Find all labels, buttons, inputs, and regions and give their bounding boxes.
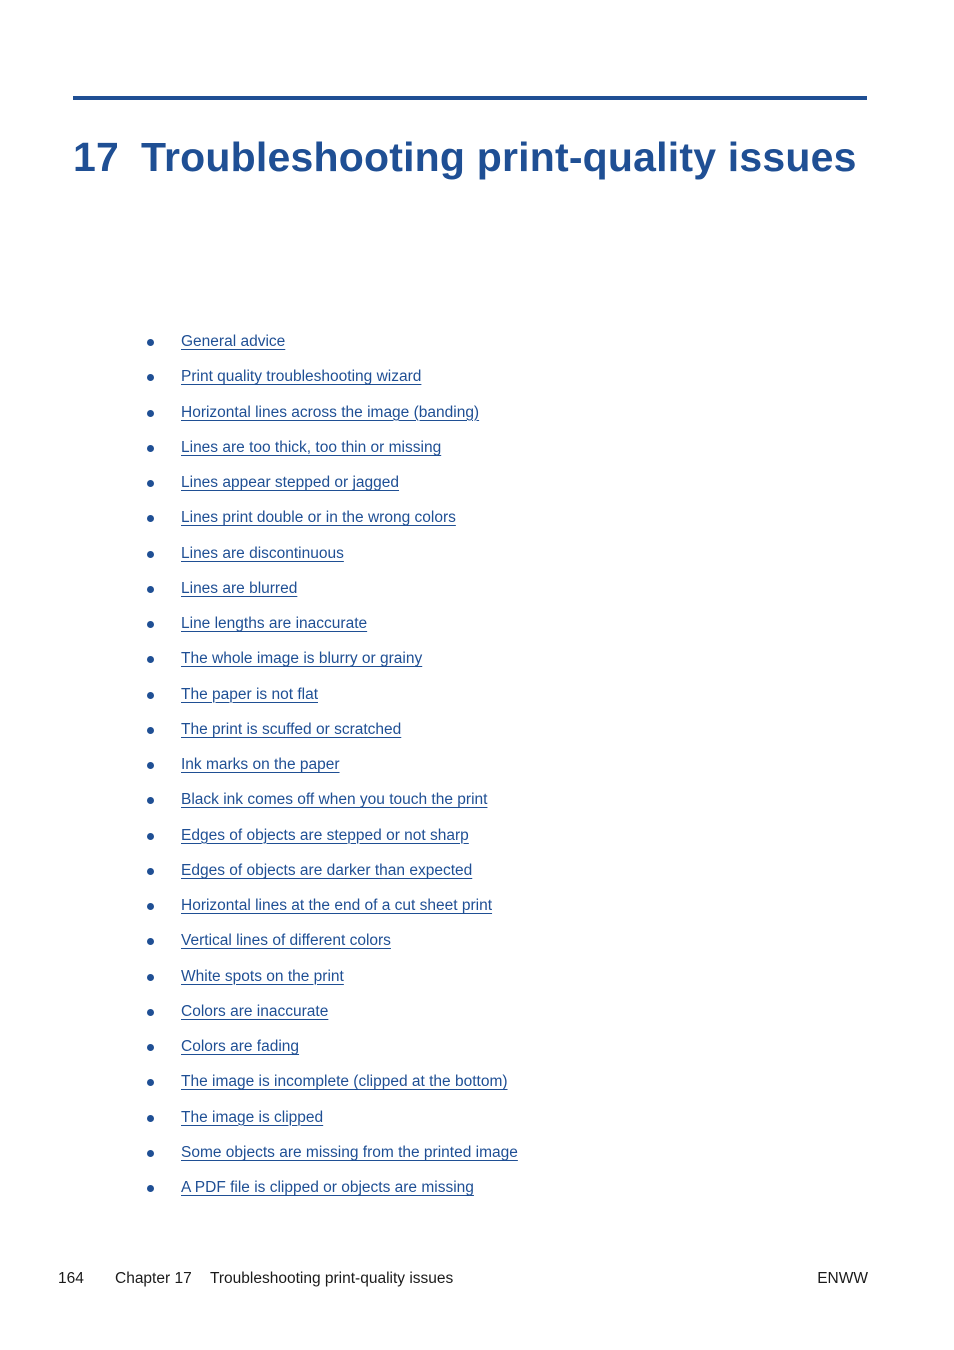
chapter-header-rule	[73, 96, 867, 100]
bullet-icon	[147, 1009, 154, 1016]
chapter-toc-list	[0, 325, 954, 1206]
toc-link[interactable]: Black ink comes off when you touch the print	[181, 791, 488, 809]
bullet-icon	[147, 1044, 154, 1051]
toc-list-item	[0, 960, 954, 995]
bullet-icon	[147, 445, 154, 452]
toc-link[interactable]: The image is incomplete (clipped at the bottom)	[181, 1073, 508, 1091]
toc-list-item	[0, 1136, 954, 1171]
toc-list-item	[0, 572, 954, 607]
toc-list-item	[0, 713, 954, 748]
toc-link[interactable]: Lines are blurred	[181, 579, 298, 597]
chapter-number: 17	[73, 134, 120, 181]
toc-link[interactable]: Vertical lines of different colors	[181, 932, 391, 950]
toc-link[interactable]: Lines are too thick, too thin or missing	[181, 438, 442, 456]
bullet-icon	[147, 1115, 154, 1122]
toc-list-item	[0, 501, 954, 536]
toc-list-item	[0, 537, 954, 572]
toc-list-item	[0, 1171, 954, 1206]
toc-list-item	[0, 678, 954, 713]
toc-list-item	[0, 819, 954, 854]
toc-link[interactable]: The whole image is blurry or grainy	[181, 650, 423, 668]
toc-link[interactable]: Edges of objects are stepped or not sharp	[181, 826, 469, 844]
bullet-icon	[147, 797, 154, 804]
footer-locale: ENWW	[817, 1270, 868, 1287]
bullet-icon	[147, 762, 154, 769]
toc-list-item	[0, 889, 954, 924]
toc-list-item	[0, 466, 954, 501]
toc-link[interactable]: Some objects are missing from the printed image	[181, 1143, 518, 1161]
bullet-icon	[147, 515, 154, 522]
footer-chapter-title: Troubleshooting print-quality issues	[210, 1270, 454, 1287]
bullet-icon	[147, 833, 154, 840]
bullet-icon	[147, 656, 154, 663]
toc-link[interactable]: Horizontal lines at the end of a cut sheet print	[181, 897, 493, 914]
toc-list-item	[0, 642, 954, 677]
toc-list-item	[0, 431, 954, 466]
toc-link[interactable]: The paper is not flat	[181, 685, 318, 703]
bullet-icon	[147, 903, 154, 910]
footer-chapter-label: Chapter 17	[115, 1270, 192, 1287]
toc-link[interactable]: Colors are fading	[181, 1038, 300, 1055]
page-footer	[58, 1268, 868, 1290]
chapter-title: Troubleshooting print-quality issues	[141, 134, 857, 181]
bullet-icon	[147, 374, 154, 381]
bullet-icon	[147, 1150, 154, 1157]
chapter-heading	[73, 131, 873, 183]
toc-link[interactable]: Horizontal lines across the image (banding)	[181, 403, 480, 421]
bullet-icon	[147, 480, 154, 487]
bullet-icon	[147, 339, 154, 346]
toc-list-item	[0, 607, 954, 642]
toc-link[interactable]: Ink marks on the paper	[181, 756, 340, 773]
toc-link[interactable]: Lines print double or in the wrong colors	[181, 509, 456, 527]
bullet-icon	[147, 1079, 154, 1086]
toc-list-item	[0, 325, 954, 360]
toc-link[interactable]: The image is clipped	[181, 1108, 324, 1126]
toc-list-item	[0, 995, 954, 1030]
bullet-icon	[147, 868, 154, 875]
toc-link[interactable]: Print quality troubleshooting wizard	[181, 368, 422, 386]
toc-link[interactable]: White spots on the print	[181, 967, 344, 985]
toc-list-item	[0, 748, 954, 783]
toc-link[interactable]: Colors are inaccurate	[181, 1002, 329, 1020]
bullet-icon	[147, 727, 154, 734]
toc-link[interactable]: Lines appear stepped or jagged	[181, 474, 400, 491]
toc-link[interactable]: General advice	[181, 333, 286, 350]
toc-list-item	[0, 1030, 954, 1065]
toc-list-item	[0, 924, 954, 959]
toc-list-item	[0, 396, 954, 431]
toc-list-item	[0, 360, 954, 395]
toc-link[interactable]: Lines are discontinuous	[181, 544, 344, 562]
bullet-icon	[147, 410, 154, 417]
bullet-icon	[147, 938, 154, 945]
toc-list-item	[0, 1101, 954, 1136]
toc-link[interactable]: The print is scuffed or scratched	[181, 720, 402, 738]
bullet-icon	[147, 621, 154, 628]
bullet-icon	[147, 692, 154, 699]
toc-list-item	[0, 1065, 954, 1100]
footer-page-number: 164	[58, 1270, 84, 1287]
toc-link[interactable]: Edges of objects are darker than expected	[181, 861, 473, 879]
toc-link[interactable]: Line lengths are inaccurate	[181, 615, 368, 632]
toc-list-item	[0, 854, 954, 889]
bullet-icon	[147, 586, 154, 593]
bullet-icon	[147, 1185, 154, 1192]
bullet-icon	[147, 974, 154, 981]
toc-link[interactable]: A PDF file is clipped or objects are missing	[181, 1179, 474, 1196]
bullet-icon	[147, 551, 154, 558]
toc-list-item	[0, 783, 954, 818]
